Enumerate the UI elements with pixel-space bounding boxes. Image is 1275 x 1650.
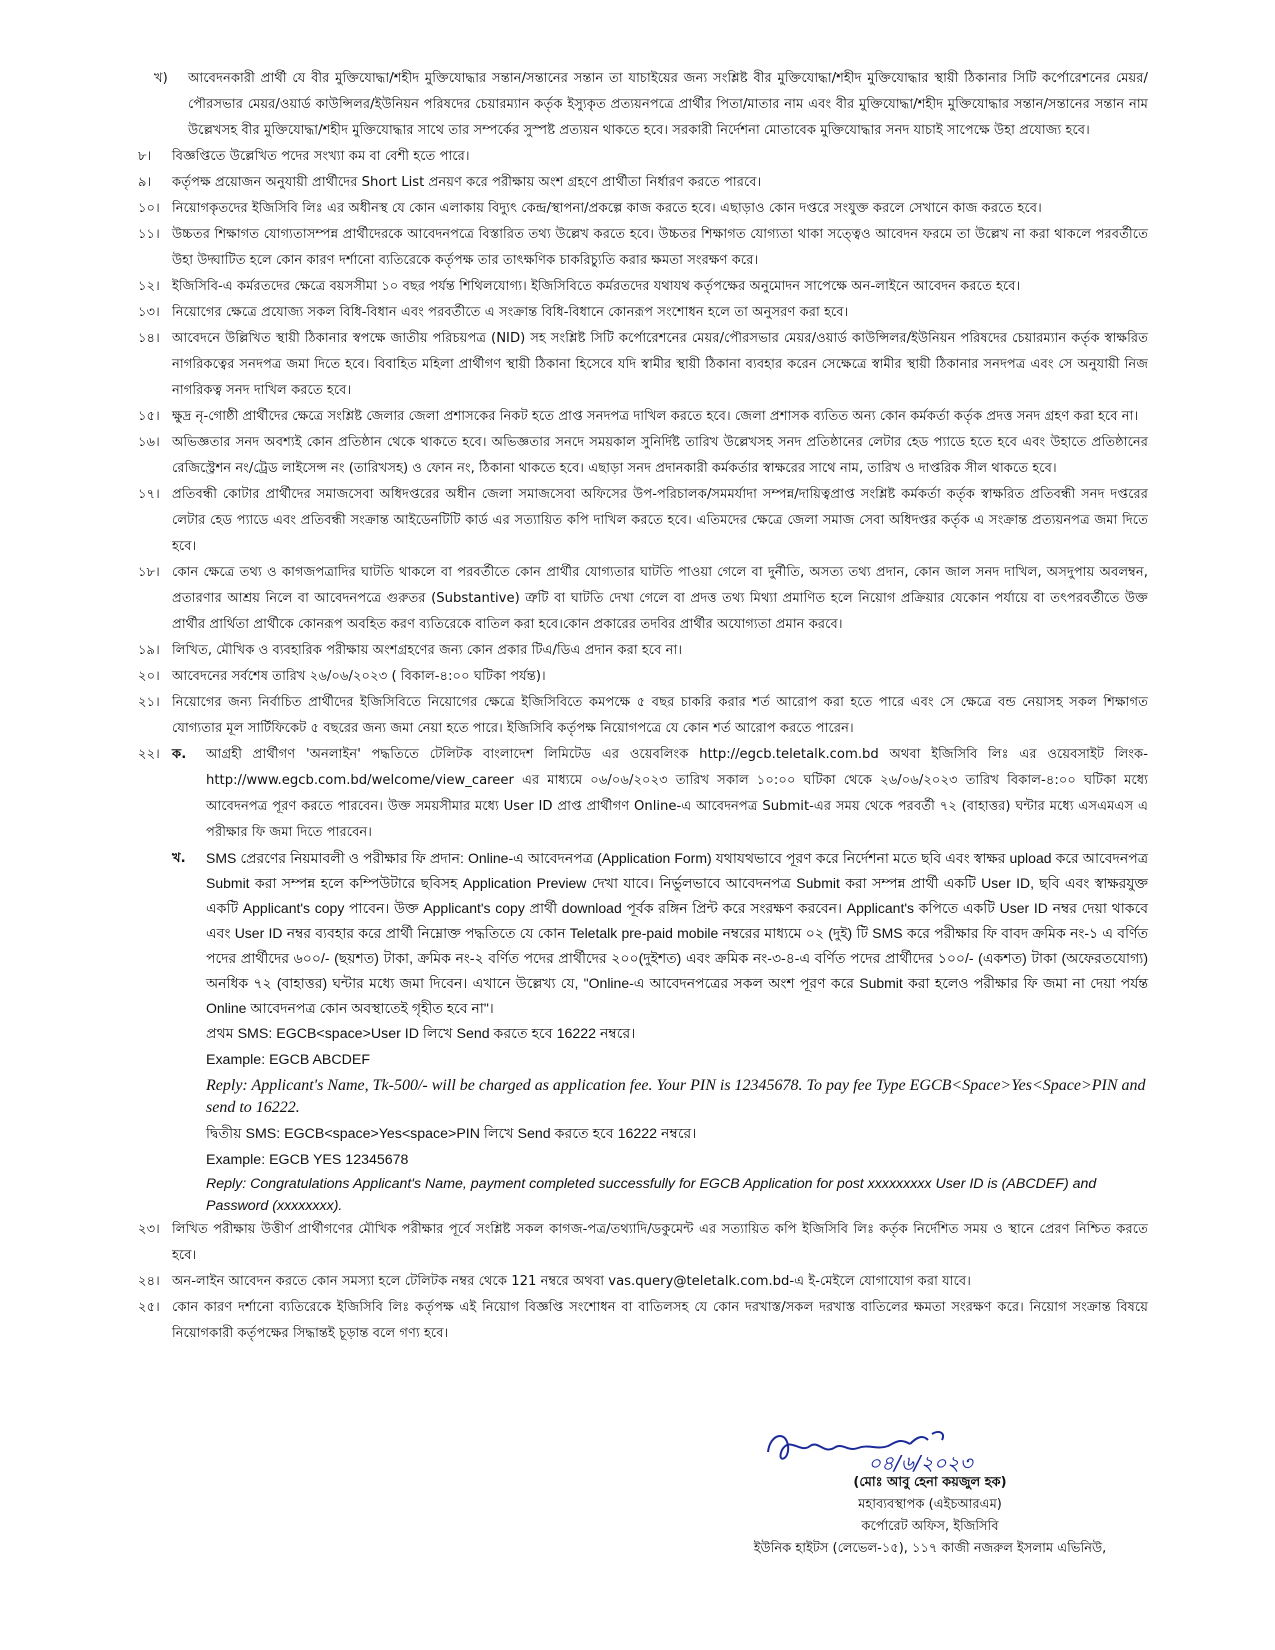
list-item-22 [138,742,1148,846]
item-text: লিখিত পরীক্ষায় উত্তীর্ণ প্রার্থীগণের মৌখিক পরীক্ষার পূর্বে সংশ্লিষ্ট সকল কাগজ-পত্র/তথ্যাদি/ডকুমেন্ট এর সত্যায়িত কপি ইজিসিবি লিঃ কর্তৃক নির্দেশিত সময় ও স্থানে প্রেরণ নিশ্চিত করতে হবে। [172,1222,1148,1263]
list-item [138,560,1148,638]
item-number: ১৬। [138,435,160,450]
list-item [138,196,1148,222]
list-item [138,170,1148,196]
item-number: ১১। [138,227,160,242]
item-text: ক্ষুদ্র নৃ-গোষ্ঠী প্রার্থীদের ক্ষেত্রে সংশ্লিষ্ট জেলার জেলা প্রশাসকের নিকট হতে প্রাপ্ত সনদপত্র দাখিল করতে হবে। জেলা প্রশাসক ব্যতিত অন্য কোন কর্মকর্তা কর্তৃক প্রদত্ত সনদ গ্রহণ করা হবে না। [172,409,1139,424]
example2-line: Example: EGCB YES 12345678 [206,1152,409,1168]
item-text: আবেদনের সর্বশেষ তারিখ ২৬/০৬/২০২৩ ( বিকাল-৪:০০ ঘটিকা পর্যন্ত)। [172,669,546,684]
list-item [138,430,1148,482]
item-text: নিয়োগের ক্ষেত্রে প্রযোজ্য সকল বিধি-বিধান এবং পরবর্তীতে এ সংক্রান্ত বিধি-বিধানে কোনরূপ সংশোধন হলে তা অনুসরণ করা হবে। [172,305,849,320]
list-item [138,1217,1148,1269]
sms1-line: প্রথম SMS: EGCB<space>User ID লিখে Send করতে হবে 16222 নম্বরে। [206,1026,636,1042]
signatory-name: (মোঃ আবু হেনা কয়জুল হক) [853,1475,1007,1490]
signatory-designation: মহাব্যবস্থাপক (এইচআরএম) [858,1497,1002,1512]
list-item [138,1269,1148,1295]
item-text: কর্তৃপক্ষ প্রয়োজন অনুযায়ী প্রার্থীদের Short List প্রনয়ণ করে পরীক্ষায় অংশ গ্রহণে প্রার্থীতা নির্ধারণ করতে পারবে। [172,175,762,190]
item-text: নিয়োগকৃতদের ইজিসিবি লিঃ এর অধীনস্থ যে কোন এলাকায় বিদ্যুৎ কেন্দ্র/স্থাপনা/প্রকল্পে কাজ করতে হবে। এছাড়াও কোন দপ্তরে সংযুক্ত করলে সেখানে কাজ করতে হবে। [172,201,1042,216]
item-text: ইজিসিবি-এ কর্মরতদের ক্ষেত্রে বয়সসীমা ১০ বছর পর্যন্ত শিথিলযোগ্য। ইজিসিবিতে কর্মরতদের যথাযথ কর্তৃপক্ষের অনুমোদন সাপেক্ষে অন-লাইনে আবেদন করতে হবে। [172,279,1021,294]
list-item [138,404,1148,430]
kha-text: SMS প্রেরণের নিয়মাবলী ও পরীক্ষার ফি প্রদান: Online-এ আবেদনপত্র (Application Form) যথাযথভাবে পূরণ করে নির্দেশনা মতে ছবি এবং স্বাক্ষর upload করে আবেদনপত্র Submit করা সম্পন্ন হলে কম্পিউটারে ছবিসহ Application Preview দেখা যাবে। নির্ভুলভাবে আবেদনপত্র Submit করা সম্পন্ন প্রার্থী একটি User ID, ছবি এবং স্বাক্ষরযুক্ত একটি Applicant's copy পাবেন। উক্ত Applicant's copy প্রার্থী download পূর্বক রঙ্গিন প্রিন্ট করে সংরক্ষণ করবেন। Applicant's কপিতে একটি User ID নম্বর দেয়া থাকবে এবং User ID নম্বর ব্যবহার করে প্রার্থী নিম্নোক্ত পদ্ধতিতে যে কোন Teletalk pre-paid mobile নম্বরের মাধ্যমে ০২ (দুই) টি SMS করে পরীক্ষার ফি বাবদ ক্রমিক নং-১ এ বর্ণিত পদের প্রার্থীদের ৬০০/- (ছয়শত) টাকা, ক্রমিক নং-২ বর্ণিত পদের প্রার্থীদের ২০০(দুইশত) এবং ক্রমিক নং-৩-৪-এ বর্ণিত পদের প্রার্থীদের ১০০/- (একশত) টাকা (অফেরতযোগ্য) অনধিক ৭২ (বাহাত্তর) ঘন্টার মধ্যে জমা দিবেন। এখানে উল্লেখ্য যে, "Online-এ আবেদনপত্রের সকল অংশ পূরণ করে Submit করা হলেও পরীক্ষার ফি জমা না দেয়া পর্যন্ত Online আবেদনপত্র কোন অবস্থাতেই গৃহীত হবে না"। [206,850,1148,1016]
item-22-body [172,742,1148,846]
item-number: ২২। [138,747,160,762]
kha-label: খ. [172,851,186,866]
item-number: ১৫। [138,409,160,424]
signatory-address: ইউনিক হাইটস (লেভেল-১৫), ১১৭ কাজী নজরুল ইসলাম এভিনিউ, [753,1541,1107,1556]
item-text: কোন কারণ দর্শানো ব্যতিরেকে ইজিসিবি লিঃ কর্তৃপক্ষ এই নিয়োগ বিজ্ঞপ্তি সংশোধন বা বাতিলসহ যে কোন দরখাস্ত/সকল দরখাস্ত বাতিলের ক্ষমতা সংরক্ষণ করে। নিয়োগ সংক্রান্ত বিষয়ে নিয়োগকারী কর্তৃপক্ষের সিদ্ধান্তই চূড়ান্ত বলে গণ্য হবে। [172,1300,1148,1341]
item-number: ২৫। [138,1300,160,1315]
item-number: ৯। [138,175,152,190]
item-number: ১০। [138,201,160,216]
item-number: খ) [154,71,168,86]
list-item [138,300,1148,326]
item-22-ka [172,742,1148,846]
item-text: বিজ্ঞপ্তিতে উল্লেখিত পদের সংখ্যা কম বা বেশী হতে পারে। [172,149,470,164]
item-text: প্রতিবন্ধী কোটার প্রার্থীদের সমাজসেবা অধিদপ্তরের অধীন জেলা সমাজসেবা অফিসের উপ-পরিচালক/সমমর্যাদা সম্পন্ন/দায়িত্বপ্রাপ্ত সংশ্লিষ্ট কর্মকর্তা কর্তৃক স্বাক্ষরিত প্রতিবন্ধী সনদ দপ্তরের লেটার হেড প্যাডে এবং প্রতিবন্ধী সংক্রান্ত আইডেনটিটি কার্ড এর সত্যায়িত কপি দাখিল করতে হবে। এতিমদের ক্ষেত্রে জেলা সমাজ সেবা অধিদপ্তর কর্তৃক এ সংক্রান্ত প্রত্যয়নপত্র জমা দিতে হবে। [172,487,1148,554]
list-item [138,1295,1148,1347]
list-item [138,690,1148,742]
item-text: অভিজ্ঞতার সনদ অবশ্যই কোন প্রতিষ্ঠান থেকে থাকতে হবে। অভিজ্ঞতার সনদে সময়কাল সুনির্দিষ্ট তারিখ উল্লেখসহ সনদ প্রতিষ্ঠানের লেটার হেড প্যাডে হতে হবে এবং উহাতে প্রতিষ্ঠানের রেজিস্ট্রেশন নং/ট্রেড লাইসেন্স নং (তারিখসহ) ও ফোন নং, ঠিকানা থাকতে হবে। এছাড়া সনদ প্রদানকারী কর্মকর্তার স্বাক্ষরের সাথে নাম, তারিখ ও দাপ্তরিক সীল থাকতে হবে। [172,435,1148,476]
item-number: ১৭। [138,487,160,502]
item-list [138,66,1148,742]
reply1-line: Reply: Applicant's Name, Tk-500/- will be charged as application fee. Your PIN is 12345678. To pay fee Type EGCB<Space>Yes<Space>PIN and send to 16222. [206,1077,1146,1116]
item-number: ২১। [138,695,160,710]
item-text: অন-লাইন আবেদন করতে কোন সমস্যা হলে টেলিটক নম্বর থেকে 121 নম্বরে অথবা vas.query@teletalk.com.bd-এ ই-মেইলে যোগাযোগ করা যাবে। [172,1274,971,1289]
item-text: উচ্চতর শিক্ষাগত যোগ্যতাসম্পন্ন প্রার্থীদেরকে আবেদনপত্রে বিস্তারিত তথ্য উল্লেখ করতে হবে। উচ্চতর শিক্ষাগত যোগ্যতা থাকা সত্ত্বেও আবেদন ফরমে তা উল্লেখ না করা থাকলে পরবর্তীতে উহা উদ্ঘাটিত হলে কোন কারণ দর্শানো ব্যতিরেকে কর্তৃপক্ষ তার তাৎক্ষণিক চাকরিচ্যুতি করার ক্ষমতা সংরক্ষণ করে। [172,227,1148,268]
sms-instructions [206,1021,1148,1217]
item-number: ১৮। [138,565,160,580]
item-number: ১৩। [138,305,160,320]
list-item [138,482,1148,560]
item-text: আবেদনে উল্লিখিত স্থায়ী ঠিকানার স্বপক্ষে জাতীয় পরিচয়পত্র (NID) সহ সংশ্লিষ্ট সিটি কর্পোরেশনের মেয়র/পৌরসভার মেয়র/ওয়ার্ড কাউন্সিলর/ইউনিয়ন পরিষদের চেয়ারম্যান কর্তৃক স্বাক্ষরিত নাগরিকত্বের সনদপত্র জমা দিতে হবে। বিবাহিত মহিলা প্রার্থীগণ স্থায়ী ঠিকানা হিসেবে যদি স্বামীর স্থায়ী ঠিকানা ব্যবহার করেন সেক্ষেত্রে স্বামীর স্থায়ী ঠিকানার সনদপত্র এবং সে অনুযায়ী নিজ নাগরিকত্ব সনদ দাখিল করতে হবে। [172,331,1148,398]
ka-text: আগ্রহী প্রার্থীগণ 'অনলাইন' পদ্ধতিতে টেলিটক বাংলাদেশ লিমিটেড এর ওয়েবলিংক http://egcb.teletalk.com.bd অথবা ইজিসিবি লিঃ এর ওয়েবসাইট লিংক-http://www.egcb.com.bd/welcome/view_career এর মাধ্যমে ০৬/০৬/২০২৩ তারিখ সকাল ১০:০০ ঘটিকা থেকে ২৬/০৬/২০২৩ তারিখ বিকাল-৪:০০ ঘটিকা মধ্যে আবেদনপত্র পূরণ করতে পারবেন। উক্ত সময়সীমার মধ্যে User ID প্রাপ্ত প্রার্থীগণ Online-এ আবেদনপত্র Submit-এর সময় থেকে পরবর্তী ৭২ (বাহাত্তর) ঘন্টার মধ্যে এসএমএস এ পরীক্ষার ফি জমা দিতে পারবেন। [206,747,1148,840]
list-item [138,144,1148,170]
item-number: ১২। [138,279,160,294]
item-text: নিয়োগের জন্য নির্বাচিত প্রার্থীদের ইজিসিবিতে নিয়োগের ক্ষেত্রে ইজিসিবিতে কমপক্ষে ৫ বছর চাকরি করার শর্ত আরোপ করা হতে পারে এবং সে ক্ষেত্রে বন্ড নেয়াসহ সকল শিক্ষাগত যোগ্যতার মূল সার্টিফিকেট ৫ বছরের জন্য জমা নেয়া হতে পারে। ইজিসিবি কর্তৃপক্ষ নিয়োগপত্রে যে কোন শর্ত আরোপ করতে পারেন। [172,695,1148,736]
signature-block [740,1424,1120,1560]
item-number: ২৪। [138,1274,160,1289]
reply2-line: Reply: Congratulations Applicant's Name, payment completed successfully for EGCB Application for post xxxxxxxxx User ID is (ABCDEF) and Password (xxxxxxxx). [206,1176,1097,1214]
item-number: ২৩। [138,1222,160,1237]
item-number: ৮। [138,149,152,164]
signatory-office: কর্পোরেট অফিস, ইজিসিবি [861,1519,999,1534]
example1-line: Example: EGCB ABCDEF [206,1052,370,1068]
list-item [154,66,1148,144]
list-item [138,326,1148,404]
list-item [138,222,1148,274]
item-number: ২০। [138,669,160,684]
sms2-line: দ্বিতীয় SMS: EGCB<space>Yes<space>PIN লিখে Send করতে হবে 16222 নম্বরে। [206,1126,697,1142]
list-item [138,664,1148,690]
item-list-after [138,1217,1148,1347]
item-text: আবেদনকারী প্রার্থী যে বীর মুক্তিযোদ্ধা/শহীদ মুক্তিযোদ্ধার সন্তান/সন্তানের সন্তান তা যাচাইয়ের জন্য সংশ্লিষ্ট বীর মুক্তিযোদ্ধা/শহীদ মুক্তিযোদ্ধার স্থায়ী ঠিকানার সিটি কর্পোরেশনের মেয়র/পৌরসভার মেয়র/ওয়ার্ড কাউন্সিলর/ইউনিয়ন পরিষদের চেয়ারম্যান কর্তৃক ইস্যুকৃত প্রত্যয়নপত্রে প্রার্থীর পিতা/মাতার নাম এবং বীর মুক্তিযোদ্ধা/শহীদ মুক্তিযোদ্ধার সন্তান/সন্তানের সন্তান নাম উল্লেখসহ বীর মুক্তিযোদ্ধা/শহীদ মুক্তিযোদ্ধার সাথে তার সম্পর্কের সুস্পষ্ট প্রত্যয়ন থাকতে হবে। সরকারী নির্দেশনা মোতাবেক মুক্তিযোদ্ধার সনদ যাচাই সাপেক্ষে উহা প্রযোজ্য হবে। [188,71,1148,138]
item-number: ১৯। [138,643,160,658]
list-item [138,274,1148,300]
item-number: ১৪। [138,331,160,346]
item-text: লিখিত, মৌখিক ও ব্যবহারিক পরীক্ষায় অংশগ্রহণের জন্য কোন প্রকার টিএ/ডিএ প্রদান করা হবে না। [172,643,683,658]
ka-label: ক. [172,747,187,762]
list-item [138,638,1148,664]
notice-body [138,66,1148,1347]
signature-date: ০৪/৬/২০২৩ [868,1451,973,1475]
item-text: কোন ক্ষেত্রে তথ্য ও কাগজপত্রাদির ঘাটতি থাকলে বা পরবর্তীতে কোন প্রার্থীর যোগ্যতার ঘাটতি পাওয়া গেলে বা দুর্নীতি, অসত্য তথ্য প্রদান, কোন জাল সনদ দাখিল, অসদুপায় অবলম্বন, প্রতারণার আশ্রয় নিলে বা আবেদনপত্রে গুরুতর (Substantive) ত্রুটি বা ঘাটতি দেখা গেলে বা প্রদত্ত তথ্য মিথ্যা প্রমাণিত হলে নিয়োগ প্রক্রিয়ার যেকোন পর্যায়ে বা তৎপরবর্তীতে উক্ত প্রার্থীর প্রার্থিতা প্রার্থীকে কোনরূপ অবহিত করণ ব্যতিরেকে বাতিল করা হবে।কোন প্রকারের তদবির প্রার্থীর অযোগ্যতা প্রমান করবে। [172,565,1148,632]
item-22-kha [138,846,1148,1021]
